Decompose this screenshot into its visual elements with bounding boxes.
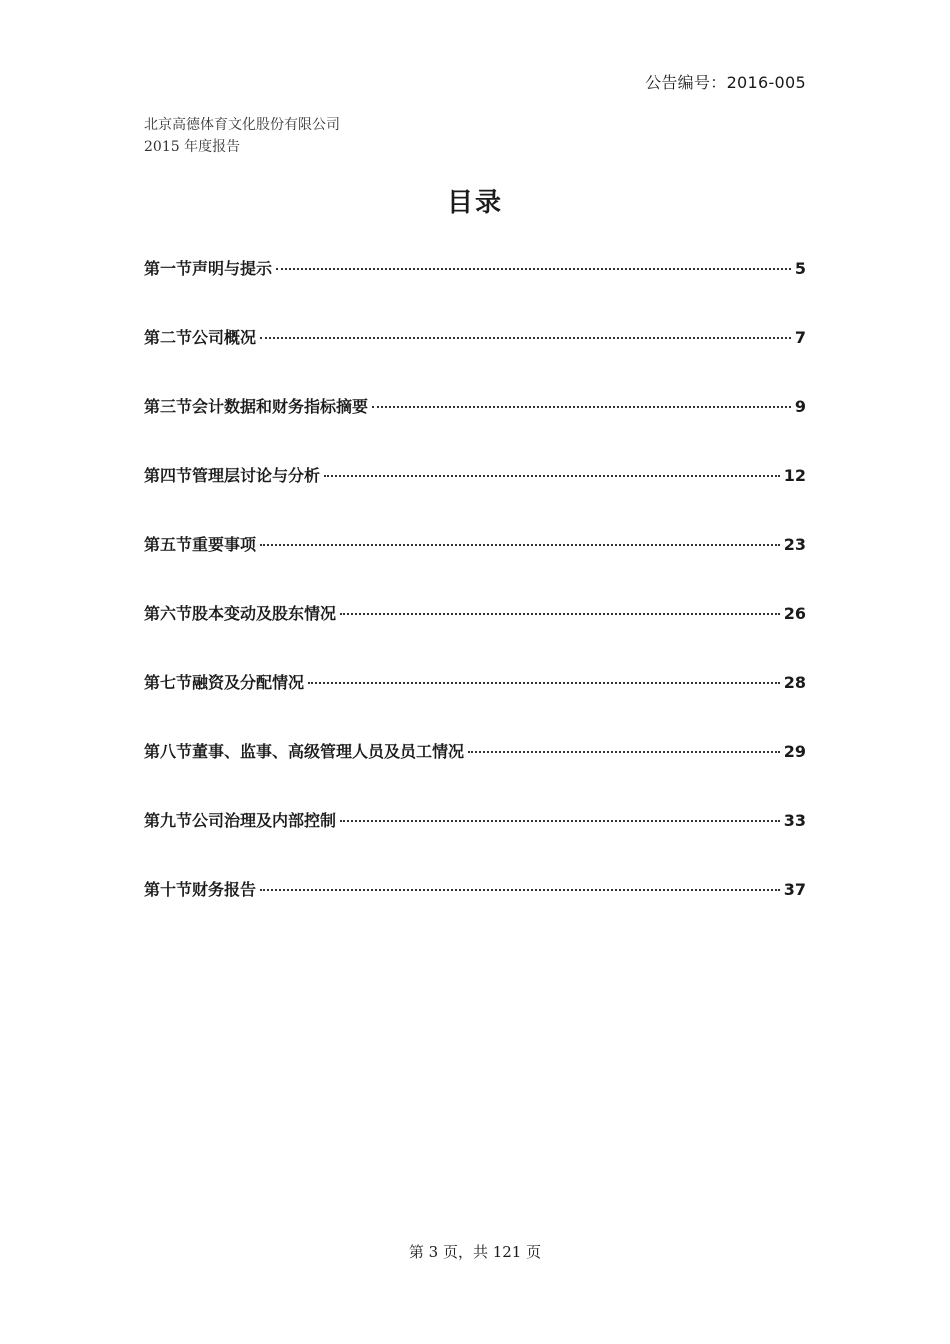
- table-of-contents: [144, 256, 806, 946]
- report-name: 2015 年度报告: [144, 139, 241, 155]
- toc-entry-section-4[interactable]: [144, 463, 806, 532]
- toc-entry-page: 12: [783, 466, 806, 485]
- toc-entry-label: 第五节重要事项: [144, 535, 257, 554]
- company-name: 北京高德体育文化股份有限公司: [144, 117, 340, 133]
- toc-entry-section-6[interactable]: [144, 601, 806, 670]
- toc-entry-label: 第四节管理层讨论与分析: [144, 466, 321, 485]
- toc-entry-page: 7: [794, 328, 806, 347]
- toc-dot-leader: [468, 751, 780, 753]
- toc-dot-leader: [260, 337, 791, 339]
- toc-dot-leader: [308, 682, 780, 684]
- toc-entry-label: 第三节会计数据和财务指标摘要: [144, 397, 369, 416]
- toc-entry-section-5[interactable]: [144, 532, 806, 601]
- toc-entry-page: 37: [783, 880, 806, 899]
- toc-entry-label: 第二节公司概况: [144, 328, 257, 347]
- toc-dot-leader: [324, 475, 780, 477]
- toc-entry-section-8[interactable]: [144, 739, 806, 808]
- document-header: [144, 114, 340, 158]
- toc-entry-page: 23: [783, 535, 806, 554]
- toc-entry-section-10[interactable]: [144, 877, 806, 946]
- toc-dot-leader: [260, 544, 780, 546]
- toc-title: 目录: [446, 188, 503, 218]
- toc-entry-page: 26: [783, 604, 806, 623]
- toc-entry-page: 33: [783, 811, 806, 830]
- toc-entry-page: 28: [783, 673, 806, 692]
- toc-entry-section-1[interactable]: [144, 256, 806, 325]
- toc-dot-leader: [372, 406, 791, 408]
- toc-dot-leader: [340, 613, 780, 615]
- toc-entry-label: 第八节董事、监事、高级管理人员及员工情况: [144, 742, 465, 761]
- toc-dot-leader: [276, 268, 791, 270]
- toc-entry-label: 第十节财务报告: [144, 880, 257, 899]
- toc-entry-label: 第七节融资及分配情况: [144, 673, 305, 692]
- toc-dot-leader: [260, 889, 780, 891]
- toc-entry-label: 第九节公司治理及内部控制: [144, 811, 337, 830]
- toc-entry-section-9[interactable]: [144, 808, 806, 877]
- toc-entry-label: 第一节声明与提示: [144, 259, 273, 278]
- toc-entry-section-2[interactable]: [144, 325, 806, 394]
- toc-dot-leader: [340, 820, 780, 822]
- toc-entry-page: 5: [794, 259, 806, 278]
- toc-entry-label: 第六节股本变动及股东情况: [144, 604, 337, 623]
- page-footer: 第 3 页，共 121 页: [408, 1243, 542, 1261]
- toc-entry-page: 29: [783, 742, 806, 761]
- toc-entry-section-7[interactable]: [144, 670, 806, 739]
- toc-entry-section-3[interactable]: [144, 394, 806, 463]
- announcement-number: 公告编号：2016-005: [645, 73, 806, 92]
- toc-entry-page: 9: [794, 397, 806, 416]
